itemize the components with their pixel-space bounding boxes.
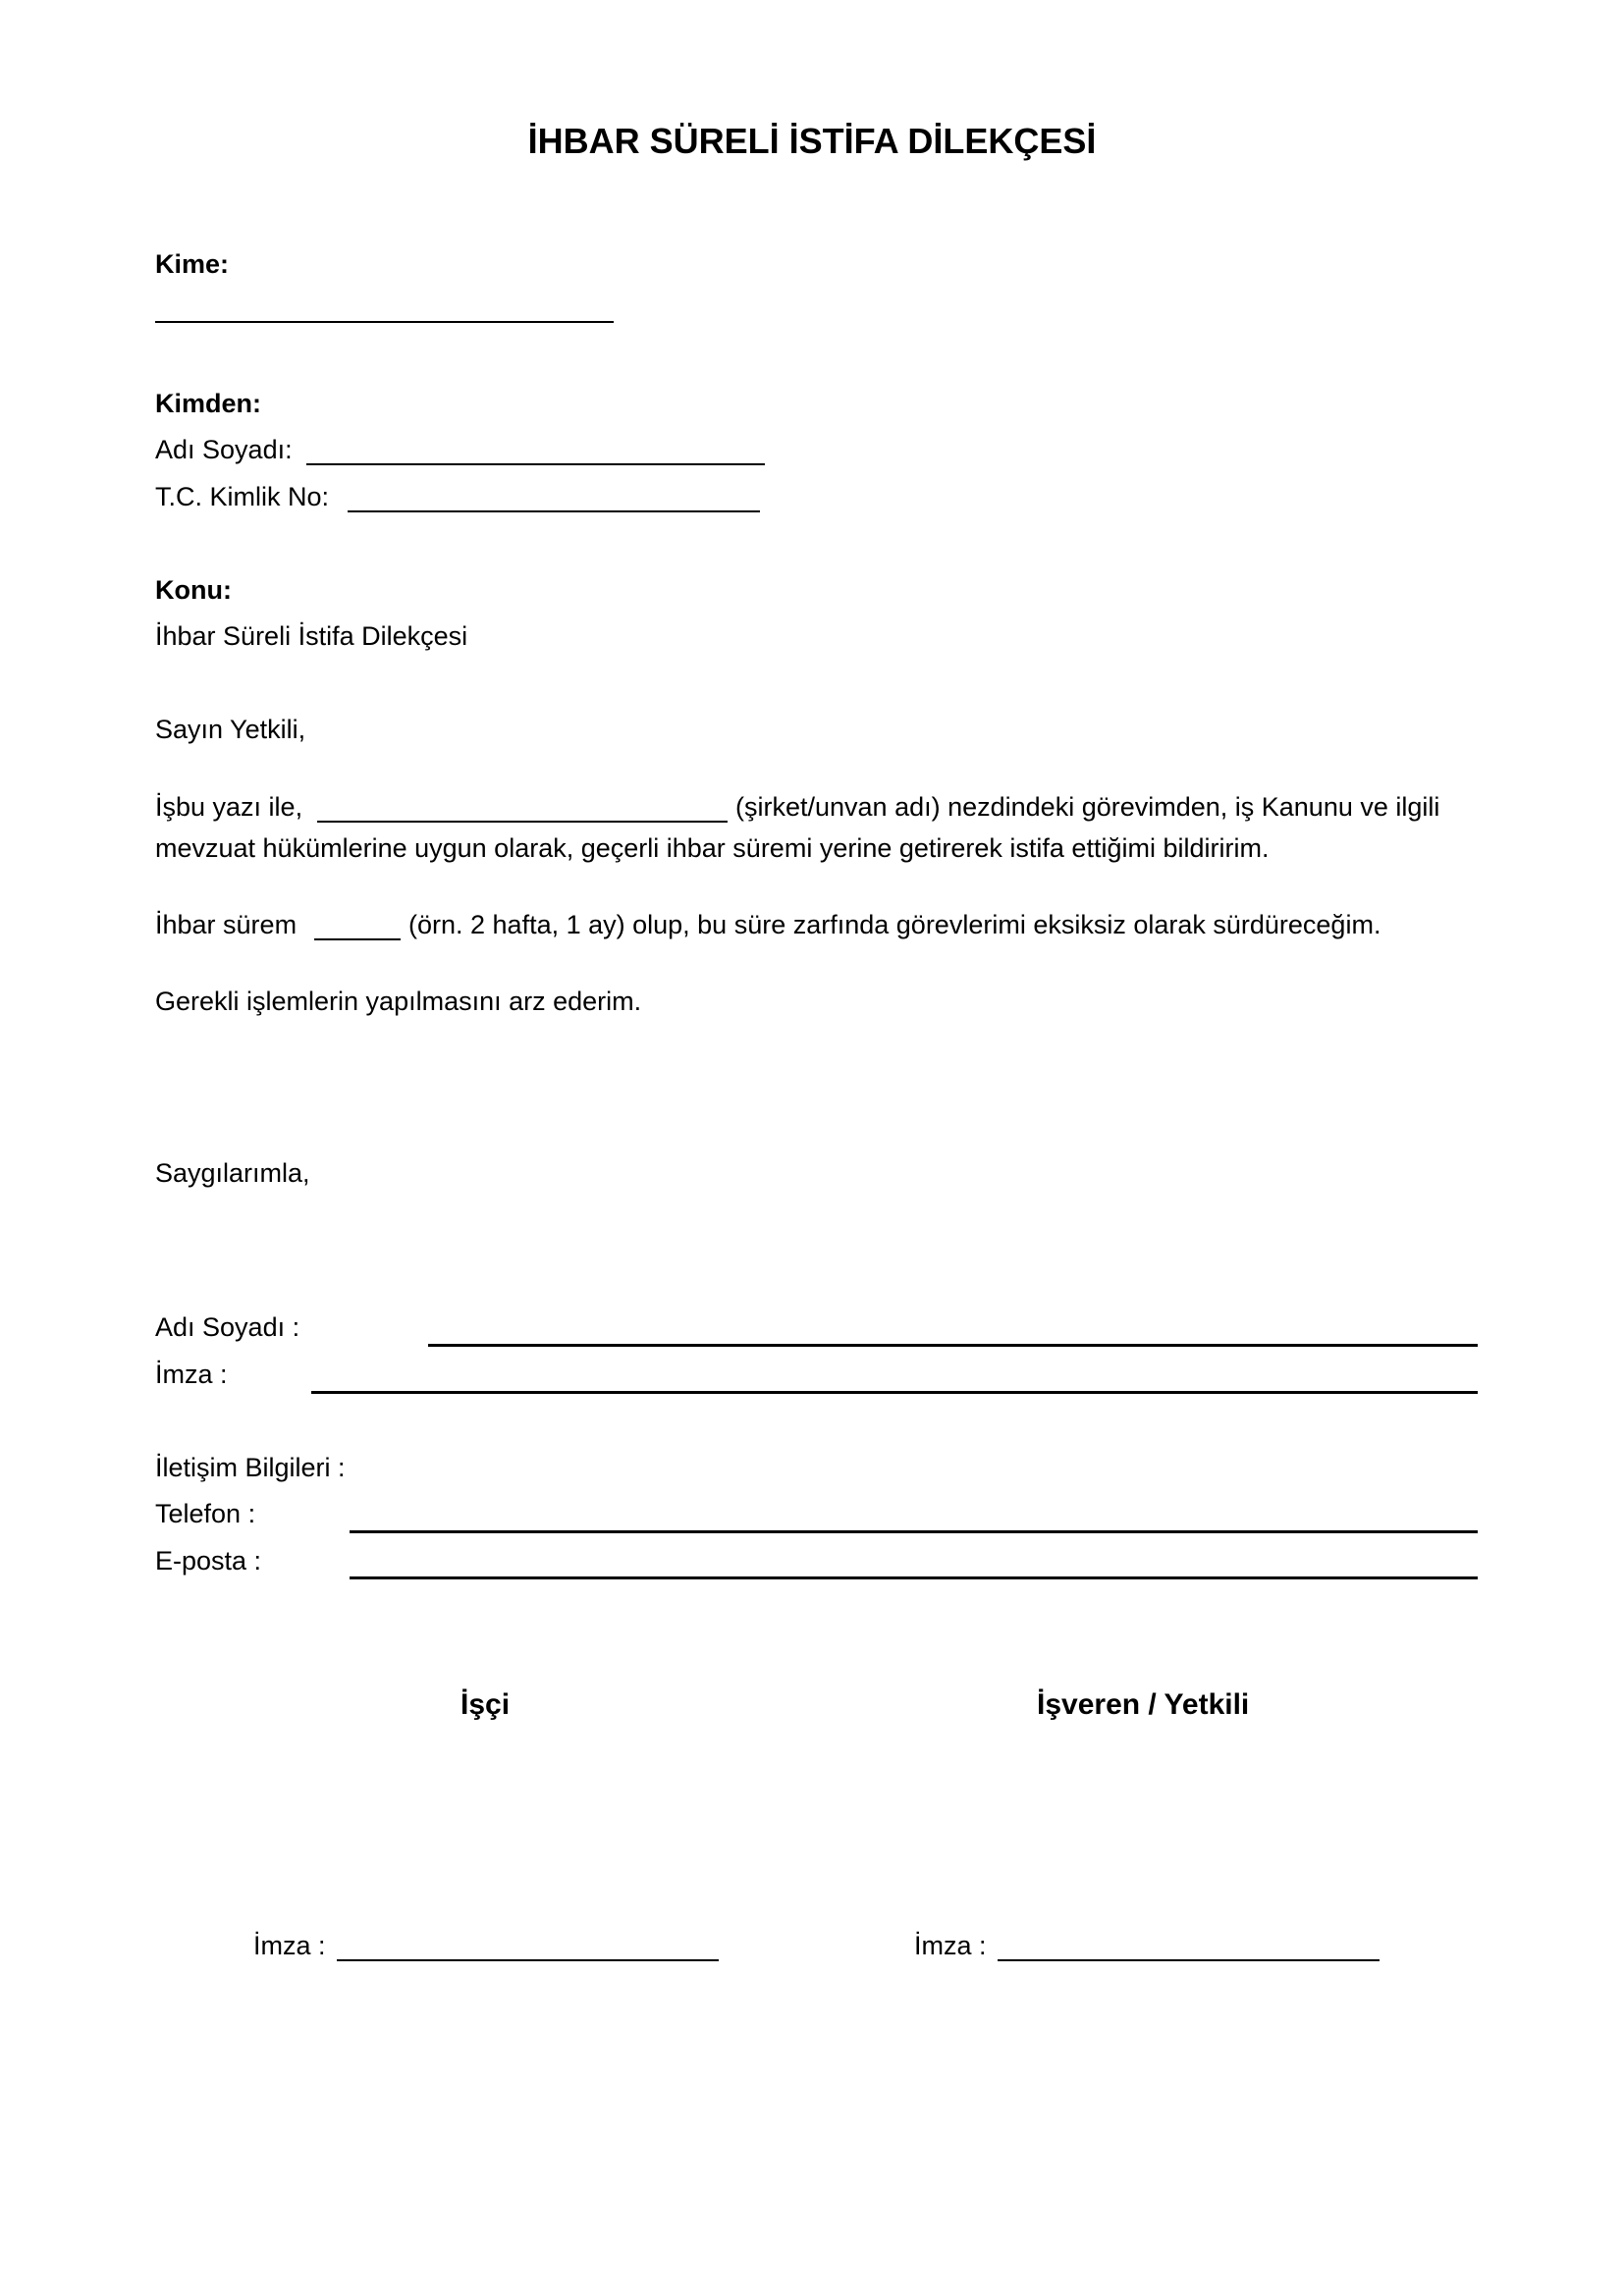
paragraph1-line2: mevzuat hükümlerine uygun olarak, geçerli ihbar süremi yerine getirerek istifa ettiğimi bildiririm. [155, 833, 1270, 863]
notice-period-blank[interactable] [314, 938, 401, 940]
phone-line[interactable] [350, 1530, 1478, 1533]
employer-sign-line[interactable] [998, 1959, 1380, 1961]
paragraph1-prefix: İşbu yazı ile, [155, 792, 303, 822]
company-name-blank[interactable] [317, 821, 728, 823]
sender-name-label: Adı Soyadı: [155, 435, 293, 464]
paragraph3: Gerekli işlemlerin yapılmasını arz ederim. [155, 987, 642, 1016]
paragraph2-prefix: İhbar sürem [155, 910, 298, 939]
closing: Saygılarımla, [155, 1158, 310, 1188]
email-line[interactable] [350, 1576, 1478, 1579]
paragraph1-suffix: (şirket/unvan adı) nezdindeki görevimden, iş Kanunu ve ilgili [735, 792, 1440, 822]
employee-sign-line[interactable] [337, 1959, 719, 1961]
konu-value: İhbar Süreli İstifa Dilekçesi [155, 621, 468, 651]
phone-label: Telefon : [155, 1499, 256, 1528]
kime-label: Kime: [155, 249, 230, 279]
employee-heading: İşçi [460, 1688, 511, 1721]
signature-sign-line[interactable] [311, 1391, 1478, 1394]
email-label: E-posta : [155, 1546, 262, 1575]
document-title: İHBAR SÜRELİ İSTİFA DİLEKÇESİ [527, 121, 1097, 161]
employer-sign-label: İmza : [914, 1931, 987, 1960]
sender-tc-label: T.C. Kimlik No: [155, 482, 330, 511]
signature-name-line[interactable] [428, 1344, 1478, 1347]
greeting: Sayın Yetkili, [155, 715, 306, 744]
employee-sign-label: İmza : [253, 1931, 326, 1960]
signature-name-label: Adı Soyadı : [155, 1312, 300, 1342]
sender-name-blank[interactable] [306, 463, 765, 465]
contact-heading: İletişim Bilgileri : [155, 1453, 346, 1482]
sender-tc-blank[interactable] [348, 510, 760, 512]
konu-label: Konu: [155, 575, 232, 605]
kimden-label: Kimden: [155, 389, 261, 418]
employer-heading: İşveren / Yetkili [1037, 1688, 1250, 1721]
paragraph2-suffix: (örn. 2 hafta, 1 ay) olup, bu süre zarfında görevlerimi eksiksiz olarak sürdüreceğim. [408, 910, 1381, 939]
signature-sign-label: İmza : [155, 1360, 228, 1389]
kime-blank-line[interactable] [155, 321, 614, 323]
